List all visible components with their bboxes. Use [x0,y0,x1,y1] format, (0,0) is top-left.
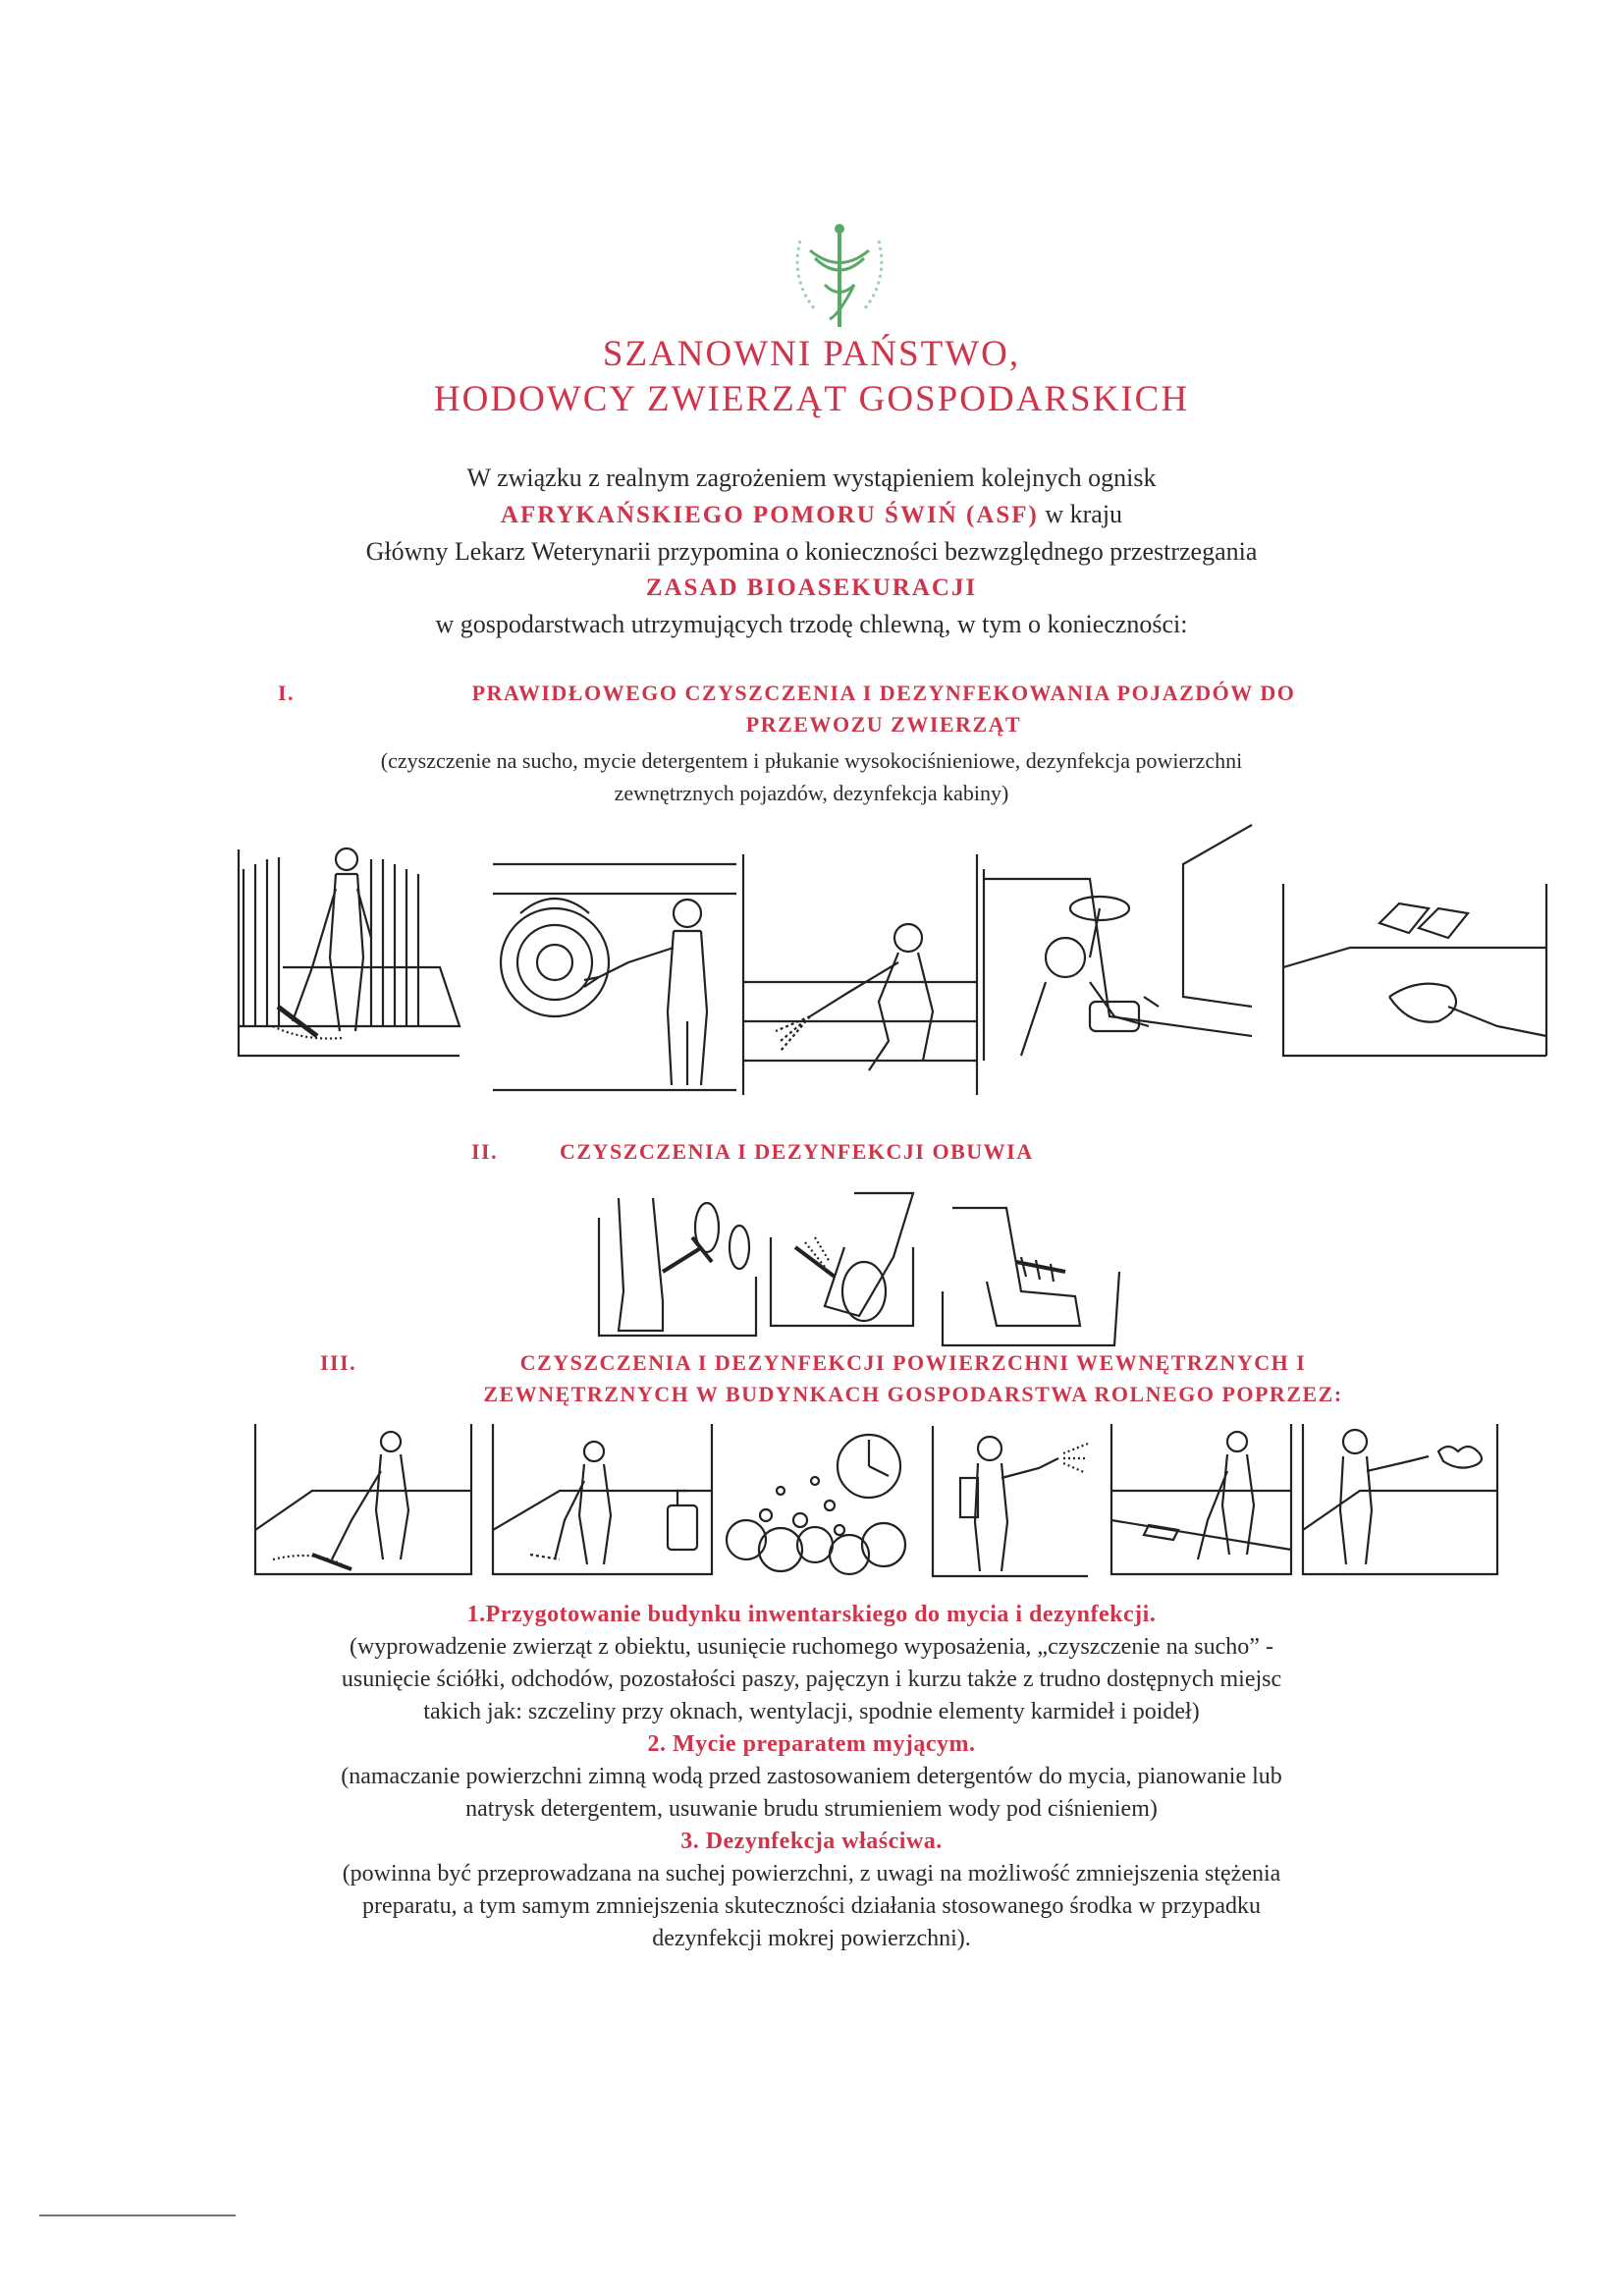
title-line-2: HODOWCY ZWIERZĄT GOSPODARSKICH [433,379,1190,419]
step-2-heading: 2. Mycie preparatem myjącym. [647,1731,976,1757]
step-1-line-2: usunięcie ściółki, odchodów, pozostałości paszy, pajęczyn i kurzu także z trudno dostępnych miejsc [341,1667,1282,1692]
step-2-line-2: natrysk detergentem, usuwanie brudu strumieniem wody pod ciśnieniem) [465,1796,1158,1822]
bioasekuracja-highlight: ZASAD BIOASEKURACJI [645,574,978,601]
section-3-title: CZYSZCZENIA I DEZYNFEKCJI POWIERZCHNI WEWNĘTRZNYCH I ZEWNĘTRZNYCH W BUDYNKACH GOSPODARSTWA ROLNEGO POPRZEZ: [483,1350,1343,1406]
step-1-line-3: takich jak: szczeliny przy oknach, wentylacji, spodnie elementy karmideł i poideł) [423,1699,1200,1724]
section-1-title: PRAWIDŁOWEGO CZYSZCZENIA I DEZYNFEKOWANIA POJAZDÓW DO PRZEWOZU ZWIERZĄT [471,681,1296,737]
intro-line-2: AFRYKAŃSKIEGO POMORU ŚWIŃ (ASF) w kraju [500,500,1123,528]
footer-divider [39,2214,236,2216]
section-1-number: I. [278,681,296,705]
section-3-number: III. [320,1350,357,1375]
intro-paragraph [0,460,1623,642]
illustration-boot-brushing-3 [938,1203,1124,1350]
illustration-spraying-wall [931,1424,1093,1581]
intro-line-3: Główny Lekarz Weterynarii przypomina o konieczności bezwzględnego przestrzegania [365,537,1258,566]
illustration-disinfection-spraying [1301,1422,1502,1579]
step-3-line-1: (powinna być przeprowadzana na suchej powierzchni, z uwagi na możliwość zmniejszenia stężenia [342,1861,1281,1886]
illustration-building-sweeping [253,1422,474,1579]
step-2-line-1: (namaczanie powierzchni zimną wodą przed zastosowaniem detergentów do mycia, pianowanie lub [341,1764,1282,1789]
illustration-sweeping-vehicle [234,830,464,1066]
illustration-building-washing [491,1422,717,1579]
step-1-heading: 1.Przygotowanie budynku inwentarskiego do mycia i dezynfekcji. [466,1602,1157,1627]
caduceus-logo-icon [771,221,908,334]
illustration-boot-brushing-1 [594,1193,761,1350]
step-3-line-3: dezynfekcji mokrej powierzchni). [652,1926,971,1951]
section-1-description: (czyszczenie na sucho, mycie detergentem i płukanie wysokociśnieniowe, dezynfekcja powierzchni zewnętrznych pojazdów, dezynfekcja kabiny) [380,748,1243,805]
intro-line-5: w gospodarstwach utrzymujących trzodę chlewną, w tym o konieczności: [435,610,1188,638]
illustration-washing-wheel [491,854,741,1095]
title-line-1: SZANOWNI PAŃSTWO, [602,334,1021,374]
steps-description [0,1599,1623,1955]
illustration-pressure-washing [741,845,982,1100]
step-3-heading: 3. Dezynfekcja właściwa. [680,1829,943,1854]
section-2-number: II. [471,1139,499,1164]
step-1-line-1: (wyprowadzenie zwierząt z obiektu, usunięcie ruchomego wyposażenia, „czyszczenie na sucho” - [350,1634,1273,1660]
step-3-line-2: preparatu, a tym samym zmniejszenia skuteczności działania stosowanego środka w przypadku [361,1893,1262,1919]
illustration-mat-cleaning [1281,879,1551,1061]
illustration-boot-brushing-2 [766,1188,923,1350]
asf-highlight: AFRYKAŃSKIEGO POMORU ŚWIŃ (ASF) [500,502,1039,528]
page-title [0,332,1623,422]
illustration-foaming-timer [722,1422,918,1584]
illustration-floor-rinsing [1109,1422,1296,1579]
section-2-title: CZYSZCZENIA I DEZYNFEKCJI OBUWIA [560,1139,1034,1164]
illustration-cab-disinfection [982,820,1257,1066]
intro-line-1: W związku z realnym zagrożeniem wystąpieniem kolejnych ognisk [466,464,1157,492]
